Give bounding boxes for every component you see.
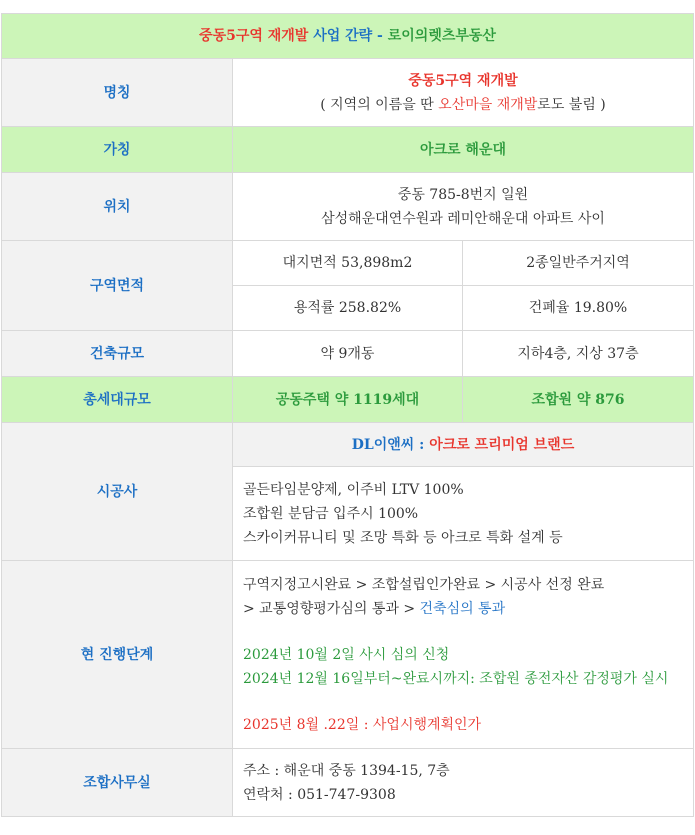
household-units: 공동주택 약 1119세대 bbox=[233, 377, 463, 423]
project-summary-table bbox=[1, 13, 694, 817]
households-label: 총세대규모 bbox=[2, 377, 233, 423]
progress-event-3: 2025년 8월 .22일 : 사업시행계획인가 bbox=[243, 716, 482, 733]
progress-step-2-prefix: > 교통영향평가심의 통과 > bbox=[243, 600, 420, 617]
name-note-prefix: ( 지역의 이름을 딴 bbox=[320, 96, 439, 113]
progress-detail bbox=[233, 561, 694, 749]
builder-terms bbox=[233, 467, 694, 561]
office-label: 조합사무실 bbox=[2, 749, 233, 817]
location-value bbox=[233, 173, 694, 241]
office-detail bbox=[233, 749, 694, 817]
builder-term-1: 골든타임분양제, 이주비 LTV 100% bbox=[243, 481, 464, 498]
name-value bbox=[233, 59, 694, 127]
progress-gap bbox=[243, 621, 683, 643]
alias-label: 가칭 bbox=[2, 127, 233, 173]
builder-company: DL이앤씨 : bbox=[351, 436, 430, 453]
name-main: 중동5구역 재개발 bbox=[408, 72, 518, 89]
table-title bbox=[2, 14, 694, 59]
builder-term-3: 스카이커뮤니티 및 조망 특화 등 아크로 특화 설계 등 bbox=[243, 529, 563, 546]
zoning: 2종일반주거지역 bbox=[463, 241, 694, 286]
builder-term-2: 조합원 분담금 입주시 100% bbox=[243, 505, 419, 522]
progress-step-2 bbox=[243, 597, 683, 621]
name-label: 명칭 bbox=[2, 59, 233, 127]
title-middle: 사업 간략 - bbox=[308, 28, 388, 44]
building-count: 약 9개동 bbox=[233, 331, 463, 377]
location-line2: 삼성해운대연수원과 레미안해운대 아파트 사이 bbox=[321, 210, 605, 227]
builder-name bbox=[233, 423, 694, 467]
floor-count: 지하4층, 지상 37층 bbox=[463, 331, 694, 377]
title-source: 로이의렛츠부동산 bbox=[387, 28, 496, 44]
area-label: 구역면적 bbox=[2, 241, 233, 331]
floor-area-ratio: 용적률 258.82% bbox=[233, 286, 463, 331]
location-line1: 중동 785-8번지 일원 bbox=[397, 186, 529, 203]
name-note bbox=[243, 93, 683, 117]
scale-label: 건축규모 bbox=[2, 331, 233, 377]
progress-step-2-highlight: 건축심의 통과 bbox=[419, 600, 506, 617]
office-phone: 연락처 : 051-747-9308 bbox=[243, 786, 396, 803]
builder-brand: 아크로 프리미엄 브랜드 bbox=[429, 436, 575, 453]
name-note-highlight: 오산마을 재개발 bbox=[438, 96, 538, 113]
progress-label: 현 진행단계 bbox=[2, 561, 233, 749]
progress-gap-2 bbox=[243, 691, 683, 713]
office-address: 주소 : 해운대 중동 1394-15, 7층 bbox=[243, 762, 450, 779]
progress-event-1: 2024년 10월 2일 사시 심의 신청 bbox=[243, 646, 450, 663]
progress-step-1: 구역지정고시완료 > 조합설립인가완료 > 시공사 선정 완료 bbox=[243, 576, 605, 593]
building-coverage-ratio: 건폐율 19.80% bbox=[463, 286, 694, 331]
name-note-suffix: 로도 불림 ) bbox=[537, 96, 606, 113]
location-label: 위치 bbox=[2, 173, 233, 241]
alias-value: 아크로 해운대 bbox=[233, 127, 694, 173]
union-members: 조합원 약 876 bbox=[463, 377, 694, 423]
site-area: 대지면적 53,898m2 bbox=[233, 241, 463, 286]
title-project-name: 중동5구역 재개발 bbox=[199, 28, 309, 44]
progress-event-2: 2024년 12월 16일부터~완료시까지: 조합원 종전자산 감정평가 실시 bbox=[243, 670, 669, 687]
builder-label: 시공사 bbox=[2, 423, 233, 561]
